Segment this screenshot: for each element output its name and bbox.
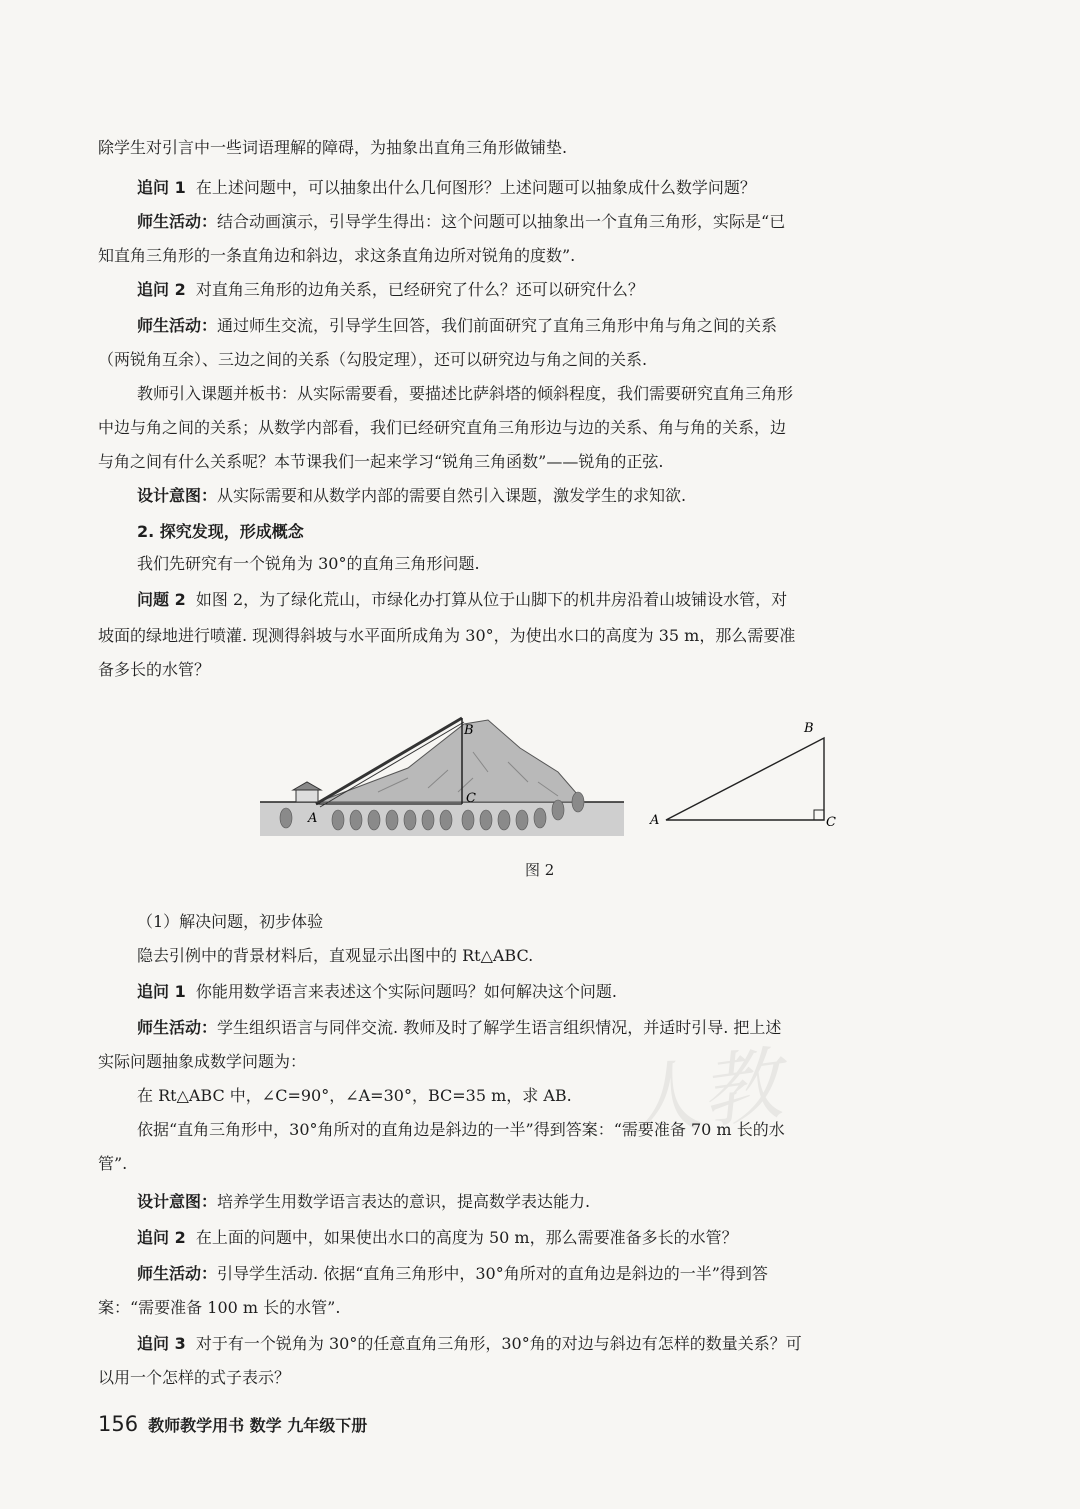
- activity-text: 引导学生活动. 依据“直角三角形中，30°角所对的直角边是斜边的一半”得到答: [217, 1264, 768, 1283]
- follow-up-text: 在上述问题中，可以抽象出什么几何图形？上述问题可以抽象成什么数学问题？: [195, 178, 756, 197]
- paragraph-1: 除学生对引言中一些词语理解的障碍，为抽象出直角三角形做铺垫.: [98, 138, 568, 157]
- activity-text: 学生组织语言与同伴交流. 教师及时了解学生语言组织情况，并适时引导. 把上述: [217, 1018, 782, 1037]
- follow-up-1: [137, 170, 999, 206]
- tree: [462, 810, 474, 830]
- label-c-scene: C: [466, 791, 476, 806]
- paragraph-30deg: 我们先研究有一个锐角为 30°的直角三角形问题.: [137, 554, 480, 573]
- tree: [386, 810, 398, 830]
- answer-70: 依据“直角三角形中，30°角所对的直角边是斜边的一半”得到答案：“需要准备 70 m 长的水: [137, 1120, 785, 1139]
- tree: [440, 810, 452, 830]
- watermark: 人教: [615, 1037, 787, 1152]
- intent-text: 培养学生用数学语言表达的意识，提高数学表达能力.: [217, 1192, 591, 1211]
- answer-70-cont: 管”.: [98, 1154, 128, 1173]
- problem-text: 如图 2，为了绿化荒山，市绿化办打算从位于山脚下的机井房沿着山坡铺设水管，对: [195, 590, 788, 609]
- label-b-scene: B: [464, 723, 474, 738]
- follow-up-label: 追问 1: [137, 178, 186, 197]
- teacher-activity-4-cont: 案：“需要准备 100 m 长的水管”.: [98, 1298, 341, 1317]
- tree: [516, 810, 528, 830]
- follow-up-label: 追问 2: [137, 280, 186, 299]
- follow-up-label: 追问 1: [137, 982, 186, 1001]
- triangle-abc: [666, 738, 824, 820]
- follow-up-2b: [137, 1220, 999, 1256]
- label-a-scene: A: [308, 811, 318, 826]
- teacher-activity-1: [137, 204, 999, 240]
- step-1-heading: （1）解决问题，初步体验: [137, 912, 324, 931]
- problem-2: [137, 582, 999, 618]
- activity-text: 通过师生交流，引导学生回答，我们前面研究了直角三角形中角与角之间的关系: [217, 316, 778, 335]
- teacher-activity-4: [137, 1256, 999, 1292]
- follow-up-1b: [137, 974, 999, 1010]
- teacher-activity-2-cont: （两锐角互余）、三边之间的关系（勾股定理），还可以研究边与角之间的关系.: [98, 350, 648, 369]
- tree: [534, 808, 546, 828]
- section-heading: 2. 探究发现，形成概念: [137, 522, 304, 541]
- follow-up-3-cont: 以用一个怎样的式子表示？: [98, 1368, 291, 1387]
- page-footer: [98, 1408, 367, 1442]
- intent-label: 设计意图：: [137, 486, 218, 505]
- tree: [332, 810, 344, 830]
- right-angle-mark: [814, 810, 824, 820]
- label-a: A: [650, 813, 660, 828]
- design-intent-1: [137, 478, 999, 514]
- problem-2-cont-1: 坡面的绿地进行喷灌. 现测得斜坡与水平面所成角为 30°，为使出水口的高度为 35 m，那么需要准: [98, 626, 796, 645]
- figure-2: [258, 712, 838, 842]
- tree: [572, 792, 584, 812]
- follow-up-text: 在上面的问题中，如果使出水口的高度为 50 m，那么需要准备多长的水管？: [195, 1228, 738, 1247]
- book-title: 教师教学用书 数学 九年级下册: [148, 1416, 368, 1435]
- follow-up-label: 追问 2: [137, 1228, 186, 1247]
- follow-up-text: 你能用数学语言来表述这个实际问题吗？如何解决这个问题.: [195, 982, 617, 1001]
- tree: [422, 810, 434, 830]
- figure-caption: 图 2: [525, 861, 555, 879]
- activity-label: 师生活动：: [137, 316, 218, 335]
- teacher-activity-1-cont: 知直角三角形的一条直角边和斜边，求这条直角边所对锐角的度数”.: [98, 246, 576, 265]
- follow-up-label: 追问 3: [137, 1334, 186, 1353]
- tree: [280, 808, 292, 828]
- problem-label: 问题 2: [137, 590, 186, 609]
- teacher-activity-3: [137, 1010, 999, 1046]
- intent-label: 设计意图：: [137, 1192, 218, 1211]
- label-c: C: [826, 815, 836, 830]
- teacher-activity-2: [137, 308, 999, 344]
- well-house: [296, 790, 318, 802]
- teacher-intro-3: 与角之间有什么关系呢？本节课我们一起来学习“锐角三角函数”——锐角的正弦.: [98, 452, 664, 471]
- paragraph-rt-abc: 隐去引例中的背景材料后，直观显示出图中的 Rt△ABC.: [137, 946, 534, 965]
- math-problem: 在 Rt△ABC 中，∠C=90°，∠A=30°，BC=35 m，求 AB.: [137, 1086, 572, 1105]
- activity-label: 师生活动：: [137, 1264, 218, 1283]
- follow-up-text: 对于有一个锐角为 30°的任意直角三角形，30°角的对边与斜边有怎样的数量关系？可: [195, 1334, 802, 1353]
- activity-label: 师生活动：: [137, 1018, 218, 1037]
- tree: [480, 810, 492, 830]
- follow-up-2: [137, 272, 999, 308]
- mountain: [318, 720, 584, 802]
- well-house-roof: [293, 782, 321, 790]
- follow-up-text: 对直角三角形的边角关系，已经研究了什么？还可以研究什么？: [195, 280, 644, 299]
- problem-2-cont-2: 备多长的水管？: [98, 660, 211, 679]
- label-b: B: [804, 721, 814, 736]
- tree: [552, 800, 564, 820]
- tree: [350, 810, 362, 830]
- design-intent-2: [137, 1184, 999, 1220]
- activity-text: 结合动画演示，引导学生得出：这个问题可以抽象出一个直角三角形，实际是“已: [217, 212, 786, 231]
- tree: [404, 810, 416, 830]
- tree: [368, 810, 380, 830]
- teacher-intro-2: 中边与角之间的关系；从数学内部看，我们已经研究直角三角形边与边的关系、角与角的关系，边: [98, 418, 787, 437]
- follow-up-3: [137, 1326, 999, 1362]
- teacher-activity-3-cont: 实际问题抽象成数学问题为：: [98, 1052, 307, 1071]
- page-number: 156: [98, 1412, 139, 1436]
- teacher-intro-1: 教师引入课题并板书：从实际需要看，要描述比萨斜塔的倾斜程度，我们需要研究直角三角形: [137, 384, 794, 403]
- activity-label: 师生活动：: [137, 212, 218, 231]
- intent-text: 从实际需要和从数学内部的需要自然引入课题，激发学生的求知欲.: [217, 486, 687, 505]
- tree: [498, 810, 510, 830]
